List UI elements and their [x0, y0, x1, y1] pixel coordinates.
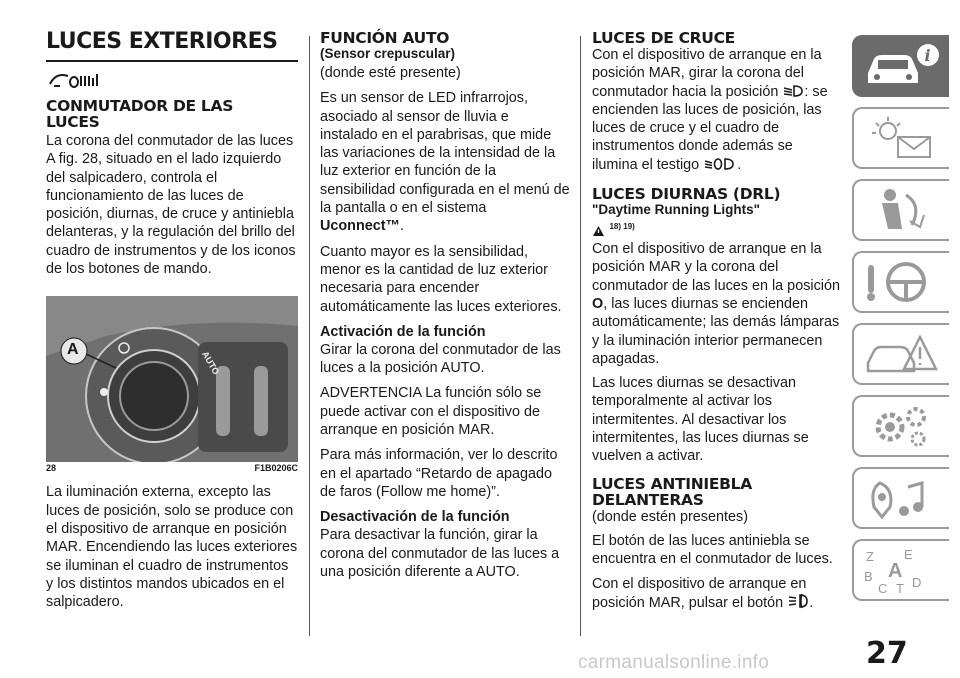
page-number: 27 — [866, 636, 908, 671]
tab-multimedia[interactable] — [852, 467, 949, 529]
heading-dipped-beam: LUCES DE CRUCE — [592, 29, 735, 47]
column-1 — [46, 30, 298, 618]
paragraph-fog-activation — [592, 575, 840, 613]
tab-warning-lights[interactable] — [852, 107, 949, 169]
drl-references — [592, 222, 840, 240]
position-o: O — [592, 295, 604, 312]
subheading-daytime-running-lights: "Daytime Running Lights" — [592, 202, 761, 218]
exterior-lights-icon — [46, 68, 298, 90]
paragraph-sensor-end: . — [399, 218, 404, 235]
tab-emergency[interactable] — [852, 323, 949, 385]
dipped-beam-icon — [782, 84, 804, 98]
figure-code: F1B0206C — [254, 463, 298, 474]
paragraph-more-info: Para más información, ver lo descrito en el apartado “Retardo de apagado de faros (Follow me home)”. — [320, 447, 558, 500]
index-letter-z: Z — [866, 549, 874, 564]
paragraph-sensitivity: Cuanto mayor es la sensibilidad, menor es la cantidad de luz exterior necesaria para encender automáticamente las luces exteriores. — [320, 243, 562, 315]
column-2 — [320, 30, 570, 588]
figure-label-a: A — [67, 341, 79, 359]
tab-maintenance[interactable] — [852, 395, 949, 457]
column-3 — [592, 30, 840, 618]
maintenance-gears-icon — [860, 401, 942, 451]
paragraph-sensor-text: Es un sensor de LED infrarrojos, asociado al sensor de lluvia e instalado en el parabrisas, que mide las variaciones de la intensidad de la luz exterior en función de la sensibilidad configurada en el menú de la pantalla o en el sistema — [320, 90, 570, 217]
figure-caption — [46, 463, 298, 473]
heading-auto-function: FUNCIÓN AUTO — [320, 29, 450, 47]
paragraph-dipped-beam — [592, 46, 840, 174]
column-divider-1 — [309, 36, 310, 636]
paragraph-fog-button: El botón de las luces antiniebla se encuentra en el conmutador de luces. — [592, 532, 833, 568]
paragraph-fog-activation-end: . — [809, 594, 814, 611]
paragraph-activation: Girar la corona del conmutador de las luces a la posición AUTO. — [320, 341, 561, 377]
figure-light-switch — [46, 296, 298, 462]
page-title: LUCES EXTERIORES — [46, 29, 278, 54]
paragraph-sensor — [320, 89, 570, 235]
safety-airbag-icon — [860, 185, 942, 235]
front-fog-light-icon — [787, 593, 809, 609]
car-info-icon — [860, 41, 942, 91]
index-letter-d: D — [912, 575, 922, 590]
column-divider-2 — [580, 36, 581, 636]
paragraph-switch: La corona del conmutador de las luces A fig. 28, situado en el lado izquierdo del salpicadero, controla el funcionamiento de las luces de posición, diurnas, de cruce y antiniebla delanteras, y la regulación del brillo del cuadro de instrumentos y de los iconos de los botones de mando. — [46, 133, 296, 278]
uconnect-name: Uconnect™ — [320, 218, 400, 235]
index-letter-b: B — [864, 569, 873, 584]
figure-number: 28 — [46, 463, 57, 474]
warning-lights-icon — [860, 113, 942, 163]
paragraph-drl-text: Con el dispositivo de arranque en la posición MAR y la corona del conmutador de las luces en la posición — [592, 241, 840, 294]
tab-safety[interactable] — [852, 179, 949, 241]
tab-driving[interactable] — [852, 251, 949, 313]
paragraph-deactivation: Para desactivar la función, girar la corona del conmutador de las luces a una posición diferente a AUTO. — [320, 527, 560, 580]
paragraph-dipped-beam-end: . — [737, 156, 742, 173]
subheading-twilight-sensor: (Sensor crepuscular) — [320, 46, 456, 61]
heading-front-fog-lights: LUCES ANTINIEBLA DELANTERAS — [592, 474, 752, 509]
index-letters-icon — [860, 545, 942, 595]
steering-wheel-icon — [860, 257, 942, 307]
warning-triangle-icon — [592, 225, 605, 237]
paragraph-dipped-beam-cont: : se encienden las luces de posición, las luces de cruce y el cuadro de instrumentos donde además se ilumina el testigo — [592, 83, 828, 173]
heading-deactivation: Desactivación de la función — [320, 509, 510, 526]
paragraph-exterior-illumination: La iluminación externa, excepto las luces de posición, solo se produce con el dispositivo de arranque en posición MAR. Encendiendo las luces exteriores se iluminan el cuadro de instrumentos y los distintos mandos ubicados en el salpicadero. — [46, 484, 298, 611]
tab-vehicle-info[interactable] — [852, 35, 949, 97]
tab-index[interactable] — [852, 539, 949, 601]
paragraph-warning: ADVERTENCIA La función sólo se puede activar con el dispositivo de arranque en posición MAR. — [320, 385, 542, 439]
paragraph-drl-indicators: Las luces diurnas se desactivan temporalmente al activar los intermitentes. Al desactivar los intermitentes, las luces diurnas se vuelven a activar. — [592, 375, 809, 465]
paragraph-dipped-beam-text: Con el dispositivo de arranque en la posición MAR, girar la corona del conmutador hacia la posición — [592, 47, 822, 100]
multimedia-icon — [860, 473, 942, 523]
dipped-beam-indicator-icon — [703, 157, 737, 171]
paragraph-drl — [592, 240, 840, 368]
heading-activation: Activación de la función — [320, 323, 486, 340]
index-letter-e: E — [904, 547, 913, 562]
svg-text:i: i — [924, 46, 931, 65]
reference-numbers: 18) 19) — [609, 222, 635, 232]
emergency-icon — [860, 329, 942, 379]
watermark: carmanualsonline.info — [578, 652, 770, 673]
section-heading-switch: CONMUTADOR DE LAS LUCES — [46, 97, 234, 131]
heading-drl: LUCES DIURNAS (DRL) — [592, 185, 781, 204]
index-letter-a: A — [888, 560, 903, 582]
paragraph-drl-end: , las luces diurnas se encienden automáticamente; las demás lámparas y la iluminación interior permanecen apagadas. — [592, 295, 840, 367]
index-letter-c: C — [878, 581, 888, 595]
index-letter-t: T — [896, 581, 904, 595]
note-where-present: (donde esté presente) — [320, 65, 461, 81]
note-where-present-fog: (donde estén presentes) — [592, 508, 748, 525]
paragraph-fog-activation-text: Con el dispositivo de arranque en posición MAR, pulsar el botón — [592, 575, 807, 611]
chapter-tabs — [852, 35, 960, 611]
title-rule — [46, 60, 298, 62]
figure-auto-label: AUTO — [200, 349, 222, 377]
